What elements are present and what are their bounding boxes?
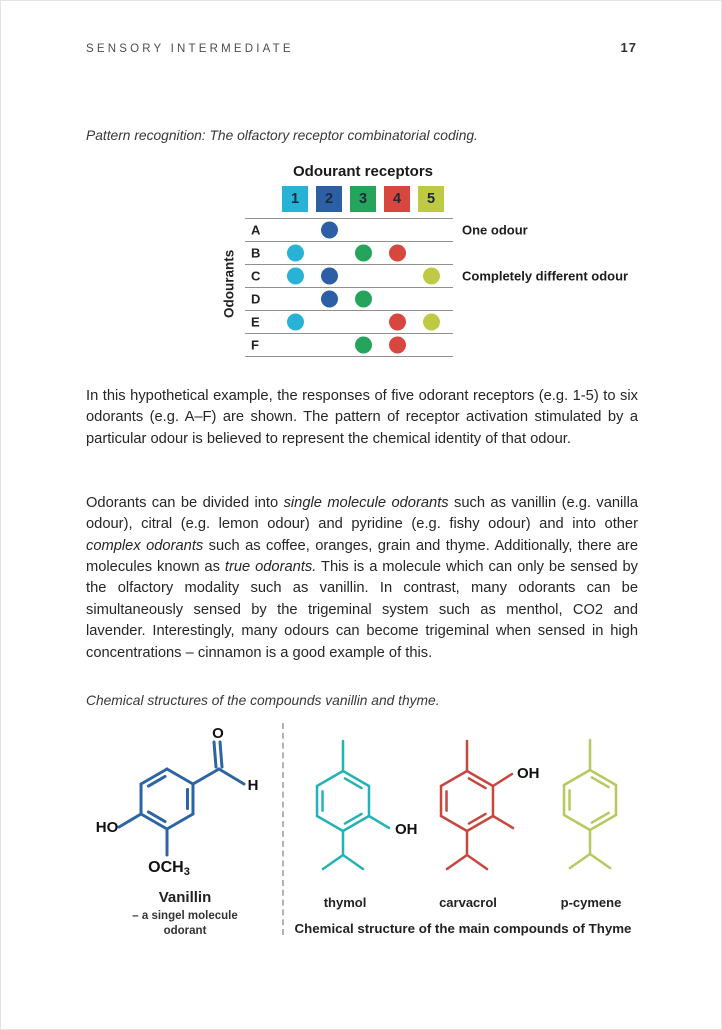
- bond: [317, 771, 343, 786]
- bond: [369, 816, 389, 828]
- response-dot-receptor-2: [321, 268, 338, 285]
- atom-label-h: H: [247, 777, 259, 794]
- response-dot-receptor-4: [389, 337, 406, 354]
- paragraph-2: Odorants can be divided into single molecule odorants such as vanillin (e.g. vanilla odour), citral (e.g. lemon odour) and pyridine (e.g. fishy odour) and into other complex odorants such as coffee, oranges, grain and thyme. Additionally, there are molecules known as true odorants. This is a molecule which can only be sensed by the olfactory modality such as vanillin. In contrast, many odorants can be simultaneously sensed by the trigeminal system such as menthol, CO2 and lavender. Interestingly, many odours can become trigeminal when sensed in high concentrations – cinnamon is a good example of this.: [86, 494, 639, 661]
- response-dot-receptor-2: [321, 291, 338, 308]
- response-dot-receptor-1: [287, 268, 304, 285]
- bond: [193, 769, 219, 784]
- bond: [323, 855, 343, 869]
- bond: [467, 855, 487, 869]
- odourant-row-F: [245, 333, 453, 356]
- page-header: [86, 40, 637, 55]
- bond: [441, 771, 467, 786]
- atom-label-och3: OCH3: [148, 859, 190, 878]
- bond: [219, 769, 244, 784]
- vanillin-subtitle: [85, 909, 285, 938]
- response-dot-receptor-5: [423, 268, 440, 285]
- response-dot-receptor-4: [389, 245, 406, 262]
- bond: [343, 855, 363, 869]
- response-dot-receptor-5: [423, 314, 440, 331]
- bond: [167, 814, 193, 829]
- response-dot-receptor-3: [355, 245, 372, 262]
- p-cymene-label: p-cymene: [560, 895, 622, 910]
- vanillin-subtitle-line1: – a singel molecule: [132, 910, 238, 922]
- bond: [220, 742, 222, 767]
- response-dot-receptor-1: [287, 245, 304, 262]
- response-dot-receptor-1: [287, 314, 304, 331]
- page-number: 17: [620, 40, 637, 55]
- receptor-squares: [282, 186, 444, 212]
- thymol-label: thymol: [323, 895, 367, 910]
- bond: [317, 816, 343, 831]
- annotation-A: One odour: [462, 222, 528, 238]
- pcymene-structure: [545, 724, 665, 894]
- atom-label-oh: OH: [395, 821, 418, 838]
- running-header: SENSORY INTERMEDIATE: [86, 43, 294, 55]
- row-label-B: B: [251, 245, 261, 261]
- response-dot-receptor-3: [355, 291, 372, 308]
- bond: [570, 854, 590, 868]
- receptor-square-5: 5: [418, 186, 444, 212]
- response-dot-receptor-2: [321, 222, 338, 239]
- atom-label-oh: OH: [517, 765, 540, 782]
- response-dot-receptor-3: [355, 337, 372, 354]
- atom-label-o: O: [212, 725, 224, 742]
- odourant-grid: [245, 218, 629, 357]
- receptor-square-2: 2: [316, 186, 342, 212]
- atom-label-ho: HO: [95, 819, 119, 836]
- bond: [441, 816, 467, 831]
- row-label-A: A: [251, 222, 261, 238]
- figure1-caption: Pattern recognition: The olfactory receptor combinatorial coding.: [86, 128, 478, 143]
- paragraph-1: In this hypothetical example, the responses of five odorant receptors (e.g. 1-5) to six odorants (e.g. A–F) are shown. The pattern of receptor activation stimulated by a particular odour is believed to represent the chemical identity of that odour.: [86, 387, 638, 447]
- row-label-C: C: [251, 268, 261, 284]
- odourants-axis-label: Odourants: [221, 249, 237, 319]
- row-label-D: D: [251, 291, 261, 307]
- vanillin-subtitle-line2: odorant: [163, 924, 207, 937]
- bond: [590, 854, 610, 868]
- receptor-square-4: 4: [384, 186, 410, 212]
- carvacrol-label: carvacrol: [439, 895, 497, 910]
- bond: [119, 814, 141, 827]
- vanillin-structure: [85, 722, 295, 894]
- figure2-caption: Chemical structures of the compounds vanillin and thyme.: [86, 693, 440, 708]
- bond: [493, 774, 512, 786]
- odourant-row-C: [245, 264, 629, 287]
- odourant-row-B: [245, 241, 453, 264]
- odourant-row-E: [245, 310, 453, 333]
- bond: [493, 816, 513, 828]
- row-label-F: F: [251, 337, 259, 353]
- receptors-title: Odourant receptors: [292, 163, 434, 180]
- odourant-row-D: [245, 287, 453, 310]
- row-label-E: E: [251, 314, 260, 330]
- bond: [564, 815, 590, 830]
- receptor-square-1: 1: [282, 186, 308, 212]
- odourant-row-A: [245, 218, 528, 241]
- vanillin-label: Vanillin: [158, 889, 212, 906]
- bond: [167, 769, 193, 784]
- receptor-square-3: 3: [350, 186, 376, 212]
- annotation-C: Completely different odour: [462, 268, 629, 284]
- response-dot-receptor-4: [389, 314, 406, 331]
- bond: [564, 770, 590, 785]
- bond: [447, 855, 467, 869]
- thyme-compounds-caption: Chemical structure of the main compounds of Thyme: [294, 921, 632, 936]
- bond: [214, 742, 216, 767]
